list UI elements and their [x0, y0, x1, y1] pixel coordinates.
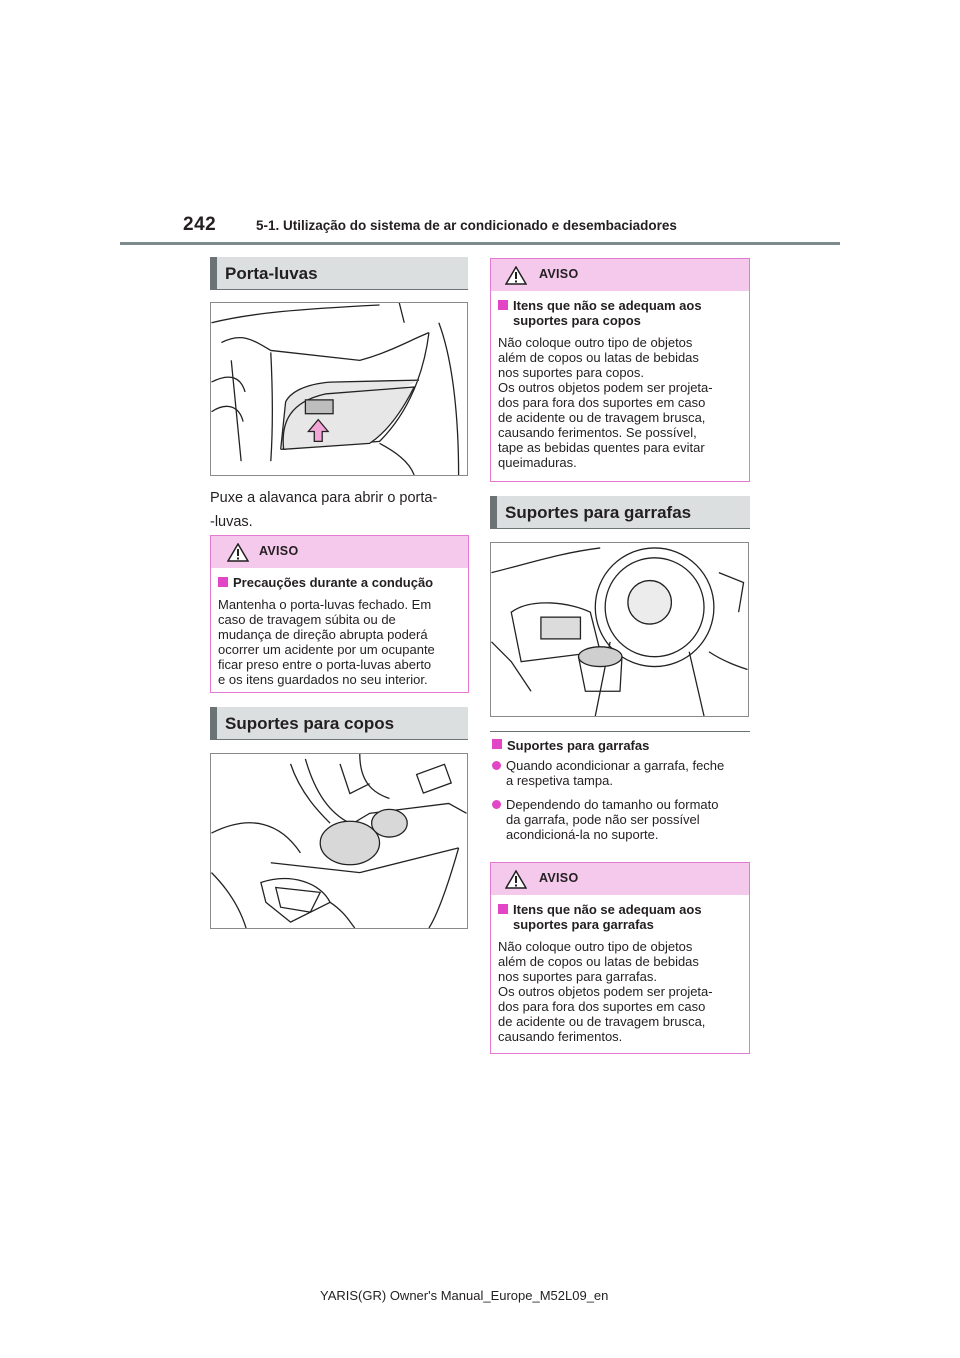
bottle-holder-bullet: Quando acondicionar a garrafa, feche a respetiva tampa.	[492, 758, 754, 788]
warning-label: AVISO	[539, 871, 579, 885]
section-heading-cup-holders: Suportes para copos	[210, 707, 468, 739]
warning-box-cup-holders	[490, 258, 750, 482]
header-rule	[120, 242, 840, 245]
warning-triangle-icon	[505, 266, 527, 285]
square-bullet-icon	[498, 300, 508, 310]
bottle-holders-subheading: Suportes para garrafas	[492, 738, 649, 753]
warning-subheading: Itens que não se adequam aos suportes para garrafas	[498, 902, 741, 932]
warning-box-driving	[210, 535, 469, 693]
bottle-holder-illustration	[490, 542, 749, 717]
warning-triangle-icon	[227, 543, 249, 562]
cup-holder-illustration	[210, 753, 468, 929]
warning-text: Mantenha o porta-luvas fechado. Em caso de travagem súbita ou de mudança de direção abrupta poderá ocorrer um acidente por um ocupante ficar preso entre o porta-luvas aberto e os itens guardados no seu interior.	[218, 597, 435, 687]
square-bullet-icon	[218, 577, 228, 587]
glove-box-caption: Puxe a alavanca para abrir o porta- -luvas.	[210, 490, 438, 530]
section-heading-bottle-holders: Suportes para garrafas	[490, 496, 750, 528]
warning-header	[491, 259, 749, 291]
section-heading-glove-box: Porta-luvas	[210, 257, 468, 289]
warning-subheading: Precauções durante a condução	[218, 575, 460, 590]
section-underline	[210, 289, 468, 290]
bottle-holder-bullet: Dependendo do tamanho ou formato da garrafa, pode não ser possível acondicioná-la no suporte.	[492, 797, 754, 842]
section-underline	[490, 528, 750, 529]
warning-box-bottle-holders	[490, 862, 750, 1054]
page-number: 242	[183, 214, 217, 235]
circle-bullet-icon	[492, 761, 501, 770]
warning-label: AVISO	[259, 544, 299, 558]
warning-header	[491, 863, 749, 895]
warning-subheading: Itens que não se adequam aos suportes para copos	[498, 298, 741, 328]
footer-manual-id: YARIS(GR) Owner's Manual_Europe_M52L09_en	[320, 1288, 609, 1303]
square-bullet-icon	[492, 739, 502, 749]
subsection-rule	[490, 731, 750, 732]
warning-header	[211, 536, 468, 568]
warning-text: Não coloque outro tipo de objetos além de copos ou latas de bebidas nos suportes para copos. Os outros objetos podem ser projeta- dos para fora dos suportes em caso de acidente ou de travagem brusca, causando ferimentos. Se possível, tape as bebidas quentes para evitar queimaduras.	[498, 335, 713, 470]
circle-bullet-icon	[492, 800, 501, 809]
glove-box-illustration	[210, 302, 468, 476]
square-bullet-icon	[498, 904, 508, 914]
warning-text: Não coloque outro tipo de objetos além de copos ou latas de bebidas nos suportes para garrafas. Os outros objetos podem ser projeta- dos para fora dos suportes em caso de acidente ou de travagem brusca, causando ferimentos.	[498, 939, 713, 1044]
chapter-title: 5-1. Utilização do sistema de ar condicionado e desembaciadores	[256, 218, 677, 233]
section-underline	[210, 739, 468, 740]
warning-label: AVISO	[539, 267, 579, 281]
warning-triangle-icon	[505, 870, 527, 889]
